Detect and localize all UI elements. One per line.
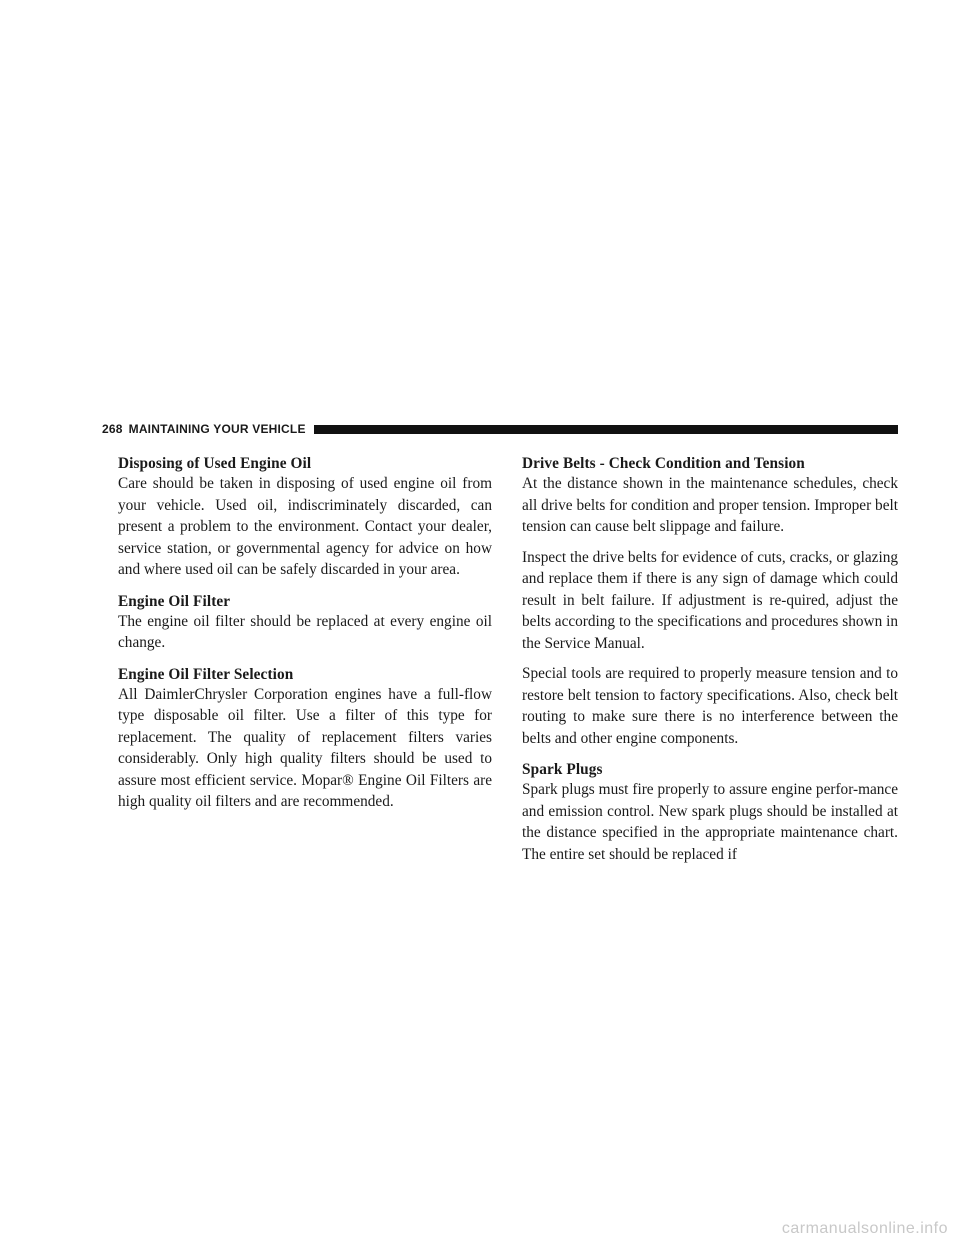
section-heading: Disposing of Used Engine Oil xyxy=(118,455,312,472)
paragraph: Inspect the drive belts for evidence of cuts, cracks, or glazing and replace them if there is any sign of damage which could result in belt failure. If adjustment is re-quired, adjust the belts according to the specifications and procedures shown in the Service Manual. xyxy=(522,548,898,652)
section-heading: Drive Belts - Check Condition and Tension xyxy=(522,455,805,472)
page-header xyxy=(102,420,898,438)
section-heading: Engine Oil Filter Selection xyxy=(118,665,294,683)
paragraph: Special tools are required to properly measure tension and to restore belt tension to factory specifications. Also, check belt routing to make sure there is no interference between the belts and other engine components. xyxy=(522,665,898,747)
section-heading: Spark Plugs xyxy=(522,761,603,778)
paragraph: At the distance shown in the maintenance schedules, check all drive belts for condition and proper tension. Improper belt tension can cause belt slippage and failure. xyxy=(522,475,898,535)
watermark-text: carmanualsonline.info xyxy=(781,1220,948,1237)
section-disposing-used-oil xyxy=(118,452,492,581)
section-heading: Engine Oil Filter xyxy=(118,592,231,610)
paragraph: All DaimlerChrysler Corporation engines have a full-flow type disposable oil filter. Use a filter of this type for replacement. The quality of replacement filters varies considerably. Only high quality filters should be used to assure most efficient service. Mopar® Engine Oil Filters are high quality oil filters and are recommended. xyxy=(118,685,492,810)
section-engine-oil-filter xyxy=(118,590,492,654)
section-drive-belts xyxy=(522,452,898,749)
paragraph: The engine oil filter should be replaced at every engine oil change. xyxy=(118,612,492,651)
section-spark-plugs xyxy=(522,758,898,865)
paragraph: Spark plugs must fire properly to assure engine perfor-mance and emission control. New spark plugs should be installed at the distance specified in the appropriate maintenance chart. The entire set should be replaced if xyxy=(522,781,898,863)
header-rule xyxy=(314,425,898,434)
page-number: 268 xyxy=(102,422,123,436)
paragraph: Care should be taken in disposing of used engine oil from your vehicle. Used oil, indiscriminately discarded, can present a problem to the environment. Contact your dealer, service station, or governmental agency for advice on how and where used oil can be safely discarded in your area. xyxy=(118,475,492,578)
section-oil-filter-selection xyxy=(118,663,492,813)
right-column xyxy=(522,452,898,874)
chapter-title: MAINTAINING YOUR VEHICLE xyxy=(128,422,306,436)
left-column xyxy=(118,452,492,822)
